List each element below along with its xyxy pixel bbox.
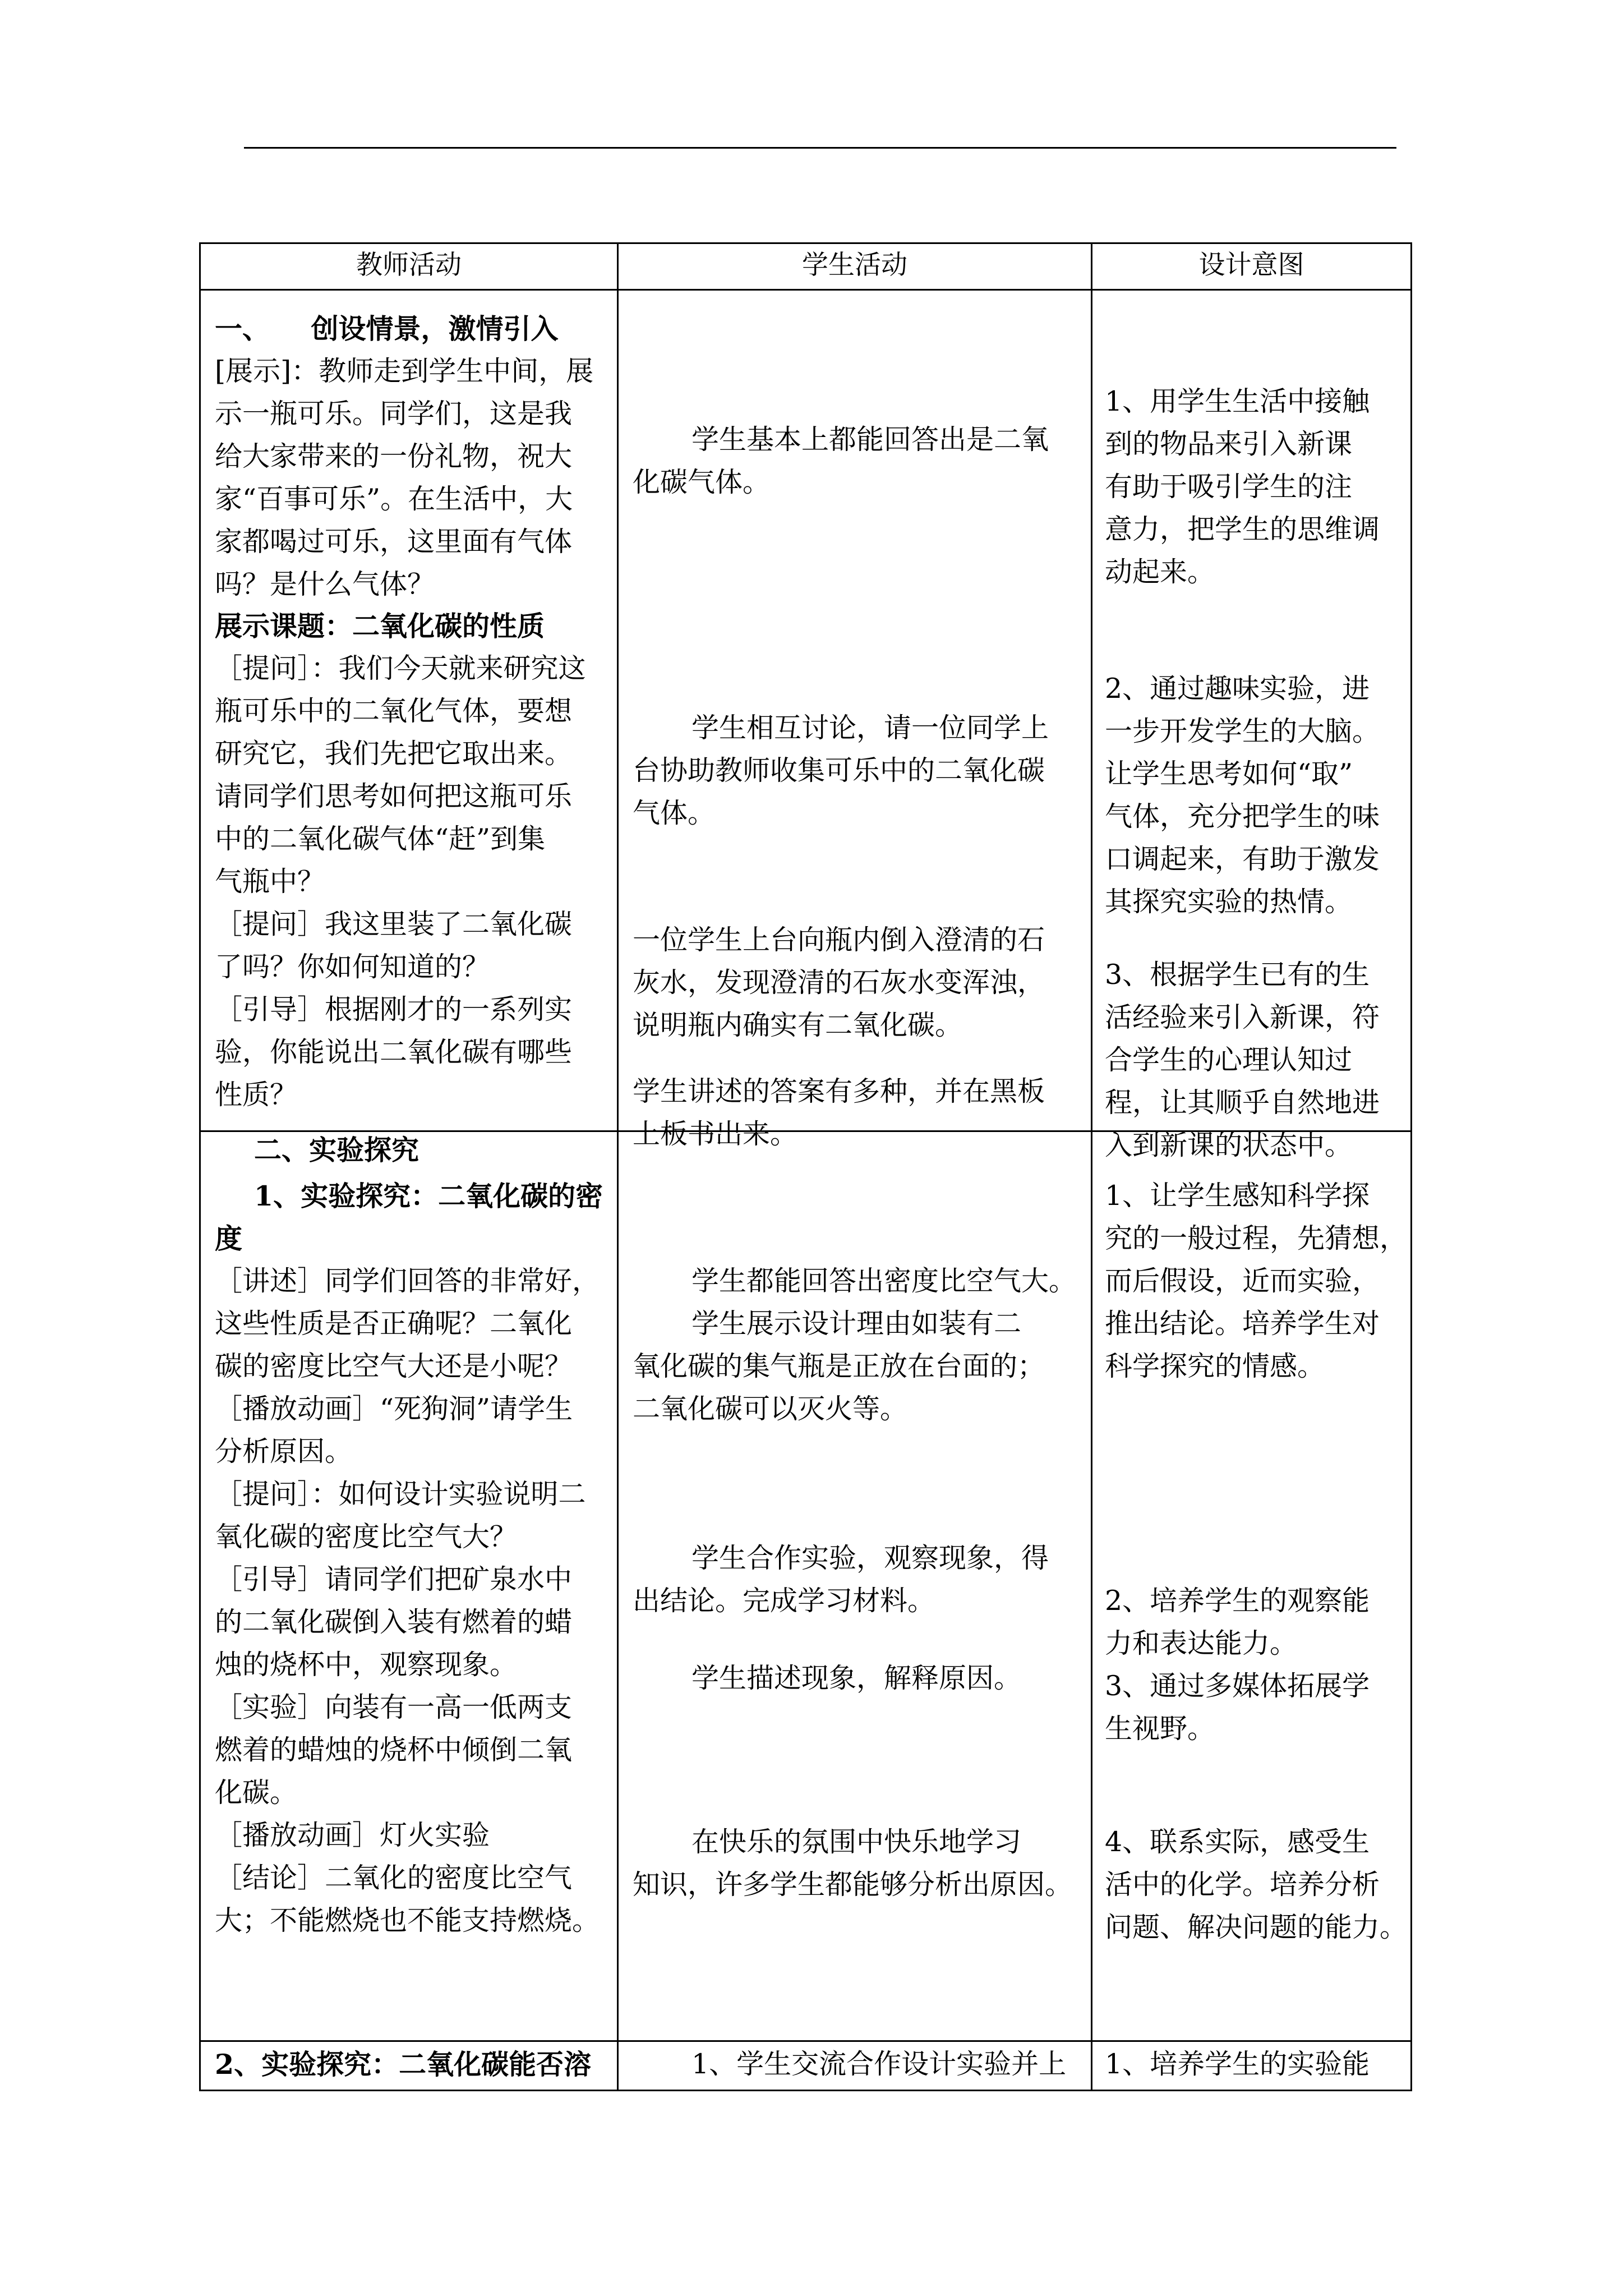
design-line: 入到新课的状态中。 bbox=[1105, 1129, 1353, 1161]
teacher-line: 吗？是什么气体？ bbox=[215, 568, 435, 600]
teacher-line: ［引导］请同学们把矿泉水中 bbox=[215, 1563, 573, 1595]
teacher-line: 气瓶中？ bbox=[215, 866, 325, 898]
teacher-line: ［播放动画］灯火实验 bbox=[215, 1819, 490, 1851]
section3-student-cell bbox=[618, 2041, 1092, 2091]
teacher-line: [展示]：教师走到学生中间，展 bbox=[215, 355, 594, 387]
student-line: 台协助教师收集可乐中的二氧化碳 bbox=[633, 754, 1045, 786]
design-line: 动起来。 bbox=[1105, 556, 1215, 588]
design-line: 究的一般过程，先猜想， bbox=[1105, 1222, 1408, 1254]
teacher-line: 燃着的蜡烛的烧杯中倾倒二氧 bbox=[215, 1734, 573, 1766]
student-line: 灰水，发现澄清的石灰水变浑浊， bbox=[633, 967, 1045, 999]
student-line: 在快乐的氛围中快乐地学习 bbox=[691, 1826, 1022, 1858]
design-line: 科学探究的情感。 bbox=[1105, 1350, 1325, 1382]
header-design: 设计意图 bbox=[1092, 243, 1412, 290]
header-teacher: 教师活动 bbox=[200, 243, 618, 290]
student-line: 说明瓶内确实有二氧化碳。 bbox=[633, 1009, 963, 1041]
teacher-line: 性质？ bbox=[215, 1079, 298, 1111]
teacher-line: ［播放动画］“死狗洞”请学生 bbox=[215, 1393, 573, 1425]
teacher-line: 烛的烧杯中，观察现象。 bbox=[215, 1649, 518, 1681]
teacher-line: ［讲述］同学们回答的非常好， bbox=[215, 1265, 600, 1297]
design-line: 2、通过趣味实验，进 bbox=[1105, 673, 1370, 705]
teacher-line: 化碳。 bbox=[215, 1777, 298, 1809]
lesson-plan-table bbox=[199, 242, 1412, 2091]
teacher-line: 家“百事可乐”。在生活中，大 bbox=[215, 483, 573, 515]
design-line: 程，让其顺乎自然地进 bbox=[1105, 1087, 1380, 1119]
design-line: 有助于吸引学生的注 bbox=[1105, 471, 1353, 503]
design-line: 活经验来引入新课，符 bbox=[1105, 1001, 1380, 1033]
student-line: 氧化碳的集气瓶是正放在台面的； bbox=[633, 1350, 1045, 1382]
teacher-line: 示一瓶可乐。同学们，这是我 bbox=[215, 398, 573, 430]
design-line: 一步开发学生的大脑。 bbox=[1105, 715, 1380, 747]
student-line: 二氧化碳可以灭火等。 bbox=[633, 1393, 908, 1425]
table-row-section1 bbox=[200, 290, 1412, 1131]
student-line: 气体。 bbox=[633, 797, 716, 829]
student-line: 1、学生交流合作设计实验并上 bbox=[691, 2048, 1067, 2080]
teacher-line: 研究它，我们先把它取出来。 bbox=[215, 738, 573, 770]
student-line: 上板书出来。 bbox=[633, 1118, 798, 1150]
section1-student-cell bbox=[618, 290, 1092, 1150]
teacher-line: 请同学们思考如何把这瓶可乐 bbox=[215, 780, 573, 812]
student-line: 学生合作实验，观察现象，得 bbox=[691, 1542, 1049, 1574]
design-line: 1、培养学生的实验能 bbox=[1105, 2048, 1370, 2080]
section2-design-cell bbox=[1092, 1131, 1412, 2041]
teacher-line: ［引导］根据刚才的一系列实 bbox=[215, 993, 573, 1025]
student-line: 化碳气体。 bbox=[633, 466, 771, 498]
design-line: 口调起来，有助于激发 bbox=[1105, 843, 1380, 875]
design-line: 3、根据学生已有的生 bbox=[1105, 959, 1370, 991]
teacher-line: 家都喝过可乐，这里面有气体 bbox=[215, 526, 573, 558]
design-line: 2、培养学生的观察能 bbox=[1105, 1585, 1370, 1617]
design-line: 1、用学生生活中接触 bbox=[1105, 385, 1370, 417]
teacher-line: 验，你能说出二氧化碳有哪些 bbox=[215, 1036, 573, 1068]
header-rule bbox=[244, 147, 1396, 149]
design-line: 活中的化学。培养分析 bbox=[1105, 1869, 1380, 1901]
teacher-line: 了吗？你如何知道的？ bbox=[215, 951, 490, 983]
teacher-line: ［提问］我这里装了二氧化碳 bbox=[215, 908, 573, 940]
student-line: 学生描述现象，解释原因。 bbox=[691, 1662, 1022, 1694]
teacher-line: 分析原因。 bbox=[215, 1435, 353, 1467]
design-line: 力和表达能力。 bbox=[1105, 1627, 1298, 1659]
student-line: 学生都能回答出密度比空气大。 bbox=[691, 1265, 1077, 1297]
student-line: 学生展示设计理由如装有二 bbox=[691, 1308, 1022, 1340]
teacher-line: 的二氧化碳倒入装有燃着的蜡 bbox=[215, 1606, 573, 1638]
section1-heading: 一、 创设情景，激情引入 bbox=[215, 312, 559, 345]
design-line: 3、通过多媒体拓展学 bbox=[1105, 1670, 1370, 1702]
teacher-line: ［提问］：我们今天就来研究这 bbox=[215, 652, 586, 684]
table-row-section3 bbox=[200, 2041, 1412, 2091]
teacher-line: 碳的密度比空气大还是小呢？ bbox=[215, 1350, 573, 1382]
section2-student-cell bbox=[618, 1131, 1092, 2041]
table-header-row bbox=[200, 243, 1412, 290]
teacher-line: 给大家带来的一份礼物，祝大 bbox=[215, 440, 573, 472]
header-student: 学生活动 bbox=[618, 243, 1092, 290]
teacher-line: 瓶可乐中的二氧化气体，要想 bbox=[215, 695, 573, 727]
design-line: 到的物品来引入新课 bbox=[1105, 428, 1353, 460]
section1-design-cell bbox=[1092, 290, 1412, 1161]
teacher-line: ［结论］二氧化的密度比空气 bbox=[215, 1862, 573, 1894]
design-line: 合学生的心理认知过 bbox=[1105, 1044, 1353, 1076]
student-line: 学生基本上都能回答出是二氧 bbox=[691, 424, 1049, 455]
section3-teacher-cell bbox=[200, 2041, 618, 2091]
student-line: 出结论。完成学习材料。 bbox=[633, 1585, 935, 1617]
design-line: 气体，充分把学生的味 bbox=[1105, 800, 1380, 832]
teacher-line: 氧化碳的密度比空气大？ bbox=[215, 1521, 518, 1553]
student-line: 学生相互讨论，请一位同学上 bbox=[691, 712, 1049, 744]
design-line: 其探究实验的热情。 bbox=[1105, 886, 1353, 918]
teacher-line: ［提问］：如何设计实验说明二 bbox=[215, 1478, 586, 1510]
design-line: 让学生思考如何“取” bbox=[1105, 758, 1353, 790]
design-line: 意力，把学生的思维调 bbox=[1105, 513, 1380, 545]
section3-design-cell bbox=[1092, 2041, 1412, 2091]
design-line: 4、联系实际，感受生 bbox=[1105, 1826, 1370, 1858]
student-line: 学生讲述的答案有多种，并在黑板 bbox=[633, 1075, 1045, 1107]
design-line: 问题、解决问题的能力。 bbox=[1105, 1911, 1408, 1943]
design-line: 生视野。 bbox=[1105, 1713, 1215, 1745]
design-line: 1、让学生感知科学探 bbox=[1105, 1180, 1370, 1212]
section1-teacher-cell bbox=[200, 290, 618, 1131]
experiment2-heading: 2、实验探究：二氧化碳能否溶 bbox=[215, 2048, 592, 2081]
student-line: 知识，许多学生都能够分析出原因。 bbox=[633, 1869, 1073, 1901]
lesson-topic: 展示课题：二氧化碳的性质 bbox=[215, 610, 545, 642]
section2-teacher-cell bbox=[200, 1131, 618, 2041]
design-line: 而后假设，近而实验， bbox=[1105, 1265, 1380, 1297]
section2-heading: 二、实验探究 bbox=[254, 1134, 419, 1166]
student-line: 一位学生上台向瓶内倒入澄清的石 bbox=[633, 924, 1045, 956]
teacher-line: ［实验］向装有一高一低两支 bbox=[215, 1691, 573, 1723]
teacher-line: 大；不能燃烧也不能支持燃烧。 bbox=[215, 1904, 600, 1936]
experiment1-heading-cont: 度 bbox=[215, 1222, 243, 1255]
experiment1-heading: 1、实验探究：二氧化碳的密 bbox=[254, 1180, 603, 1212]
design-line: 推出结论。培养学生对 bbox=[1105, 1308, 1380, 1340]
teacher-line: 这些性质是否正确呢？二氧化 bbox=[215, 1308, 573, 1340]
table-row-section2 bbox=[200, 1131, 1412, 2041]
teacher-line: 中的二氧化碳气体“赶”到集 bbox=[215, 823, 546, 855]
